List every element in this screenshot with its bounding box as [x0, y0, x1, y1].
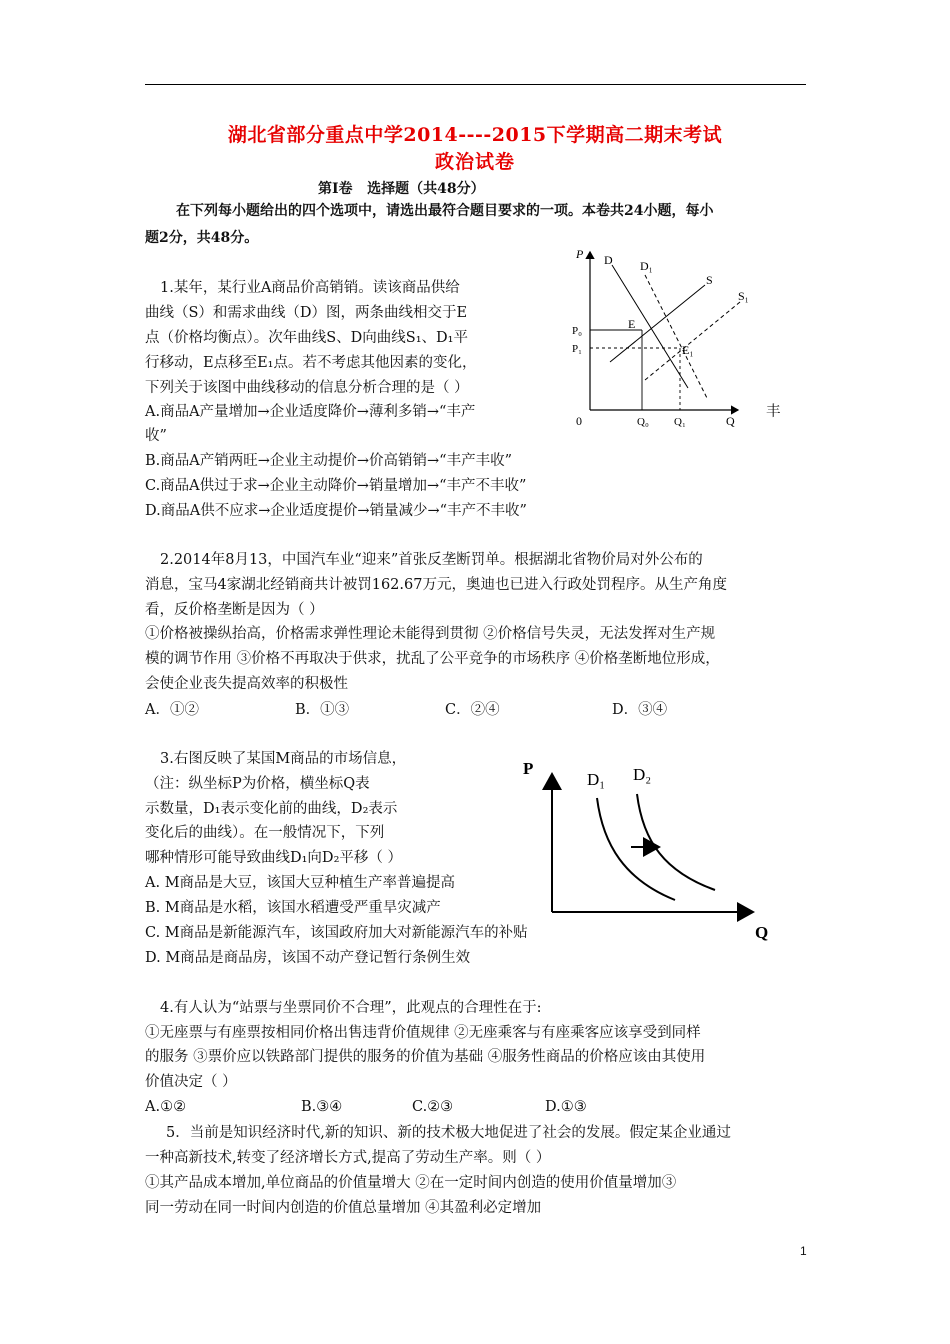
q2-option-c: C．②④ — [445, 702, 500, 718]
q4-line: 4.有人认为“站票与坐票同价不合理”，此观点的合理性在于: — [160, 1000, 542, 1016]
header-rule — [145, 84, 806, 85]
q1-s-label: S — [706, 273, 713, 287]
q3-curve-d2 — [637, 794, 715, 890]
q5-line: 一种高新技术,转变了经济增长方式,提高了劳动生产率。则（ ） — [145, 1150, 551, 1166]
q1-origin-label: 0 — [576, 414, 582, 428]
q3-d1-label: D₁ — [587, 770, 606, 789]
q1-stem-line: 行移动，E点移至E₁点。若不考虑其他因素的变化， — [145, 355, 477, 371]
q1-stem-line: 点（价格均衡点）。次年曲线S、D向曲线S₁、D₁平 — [145, 330, 468, 346]
q2-line: 会使企业丧失提高效率的积极性 — [145, 676, 348, 692]
q4-line: 的服务 ③票价应以铁路部门提供的服务的价值为基础 ④服务性商品的价格应该由其使用 — [145, 1049, 706, 1065]
q2-line: ①价格被操纵抬高，价格需求弹性理论未能得到贯彻 ②价格信号失灵，无法发挥对生产规 — [145, 626, 716, 642]
q2-option-a: A．①② — [145, 702, 199, 718]
q1-option-b: B.商品A产销两旺→企业主动提价→价高销销→“丰产丰收” — [145, 453, 513, 469]
instruction-line: 在下列每小题给出的四个选项中，请选出最符合题目要求的一项。本卷共24小题，每小 — [176, 203, 714, 219]
q3-p-label: P — [523, 759, 534, 778]
q1-stem-line: 下列关于该图中曲线移动的信息分析合理的是（ ） — [145, 380, 469, 396]
q1-option-d: D.商品A供不应求→企业适度提价→销量减少→“丰产不丰收” — [145, 503, 527, 519]
q3-d2-label: D₂ — [633, 765, 652, 784]
q1-supply-demand-graph — [560, 240, 750, 435]
q1-q-label: Q — [726, 414, 735, 428]
q2-line: 模的调节作用 ③价格不再取决于供求，扰乱了公平竞争的市场秩序 ④价格垄断地位形成， — [145, 651, 720, 667]
instruction-line: 题2分，共48分。 — [145, 230, 259, 246]
q1-curve-d — [612, 265, 688, 388]
q1-d1-label: D₁ — [640, 259, 653, 273]
q4-line: 价值决定（ ） — [145, 1074, 237, 1090]
q1-curve-d1 — [645, 275, 708, 400]
q4-option-a: A.①② — [145, 1099, 187, 1115]
q1-p-label: P — [576, 247, 584, 261]
page-number: 1 — [800, 1244, 807, 1258]
q5-line: 同一劳动在同一时间内创造的价值总量增加 ④其盈利必定增加 — [145, 1200, 542, 1216]
q5-line: ①其产品成本增加,单位商品的价值量增大 ②在一定时间内创造的使用价值量增加③ — [145, 1175, 677, 1191]
q5-line: 5．当前是知识经济时代,新的知识、新的技术极大地促进了社会的发展。假定某企业通过 — [166, 1125, 731, 1141]
q4-option-c: C.②③ — [412, 1099, 454, 1115]
q1-option-c: C.商品A供过于求→企业主动降价→销量增加→“丰产不丰收” — [145, 478, 527, 494]
q1-p1-label: P₁ — [572, 343, 582, 355]
q3-q-label: Q — [755, 923, 769, 942]
q4-line: ①无座票与有座票按相同价格出售违背价值规律 ②无座乘客与有座乘客应该享受到同样 — [145, 1025, 701, 1041]
q1-d-label: D — [604, 253, 613, 267]
q4-option-b: B.③④ — [301, 1099, 343, 1115]
q3-stem-line: 哪种情形可能导致曲线D₁向D₂平移（ ） — [145, 850, 402, 866]
exam-subtitle: 政治试卷 — [434, 151, 515, 173]
q3-demand-shift-graph — [515, 750, 785, 945]
q3-option-b: B. M商品是水稻，该国水稻遭受严重旱灾减产 — [145, 900, 441, 916]
q2-line: 消息，宝马4家湖北经销商共计被罚162.67万元，奥迪也已进入行政处罚程序。从生产角度 — [145, 577, 727, 593]
q3-stem-line: 3.右图反映了某国M商品的市场信息， — [160, 751, 407, 767]
q1-option-a: A.商品A产量增加→企业适度降价→薄利多销→“丰产 — [145, 404, 476, 420]
q1-option-a-cont: 收” — [145, 428, 167, 444]
q3-curve-d1 — [597, 798, 675, 900]
q3-option-c: C. M商品是新能源汽车，该国政府加大对新能源汽车的补贴 — [145, 925, 528, 941]
section-heading: 第Ⅰ卷 选择题（共48分） — [318, 181, 485, 197]
q1-stem-line: 1.某年，某行业A商品价高销销。读该商品供给 — [160, 280, 460, 296]
q2-option-d: D．③④ — [612, 702, 668, 718]
q3-stem-line: （注：纵坐标P为价格，横坐标Q表 — [145, 776, 370, 792]
q1-s1-label: S₁ — [738, 289, 749, 303]
q1-stem-line: 曲线（S）和需求曲线（D）图，两条曲线相交于E — [145, 305, 468, 321]
q2-line: 看，反价格垄断是因为（ ） — [145, 602, 324, 618]
q1-e-label: E — [628, 317, 636, 331]
q3-option-a: A. M商品是大豆，该国大豆种植生产率普遍提高 — [145, 875, 456, 891]
q2-line: 2.2014年8月13，中国汽车业“迎来”首张反垄断罚单。根据湖北省物价局对外公布的 — [160, 552, 703, 568]
q3-stem-line: 示数量，D₁表示变化前的曲线，D₂表示 — [145, 801, 398, 817]
q1-e1-label: E₁ — [682, 343, 694, 357]
q4-option-d: D.①③ — [545, 1099, 587, 1115]
q1-p0-label: P₀ — [572, 325, 582, 337]
q1-option-a-tail: 丰 — [766, 404, 781, 420]
q1-q0-label: Q₀ — [637, 416, 649, 428]
q2-option-b: B．①③ — [295, 702, 350, 718]
q3-stem-line: 变化后的曲线）。在一般情况下，下列 — [145, 825, 385, 841]
q3-option-d: D. M商品是商品房，该国不动产登记暂行条例生效 — [145, 950, 471, 966]
exam-title: 湖北省部分重点中学2014----2015下学期高二期末考试 — [227, 124, 723, 146]
q1-q1-label: Q₁ — [674, 416, 686, 428]
